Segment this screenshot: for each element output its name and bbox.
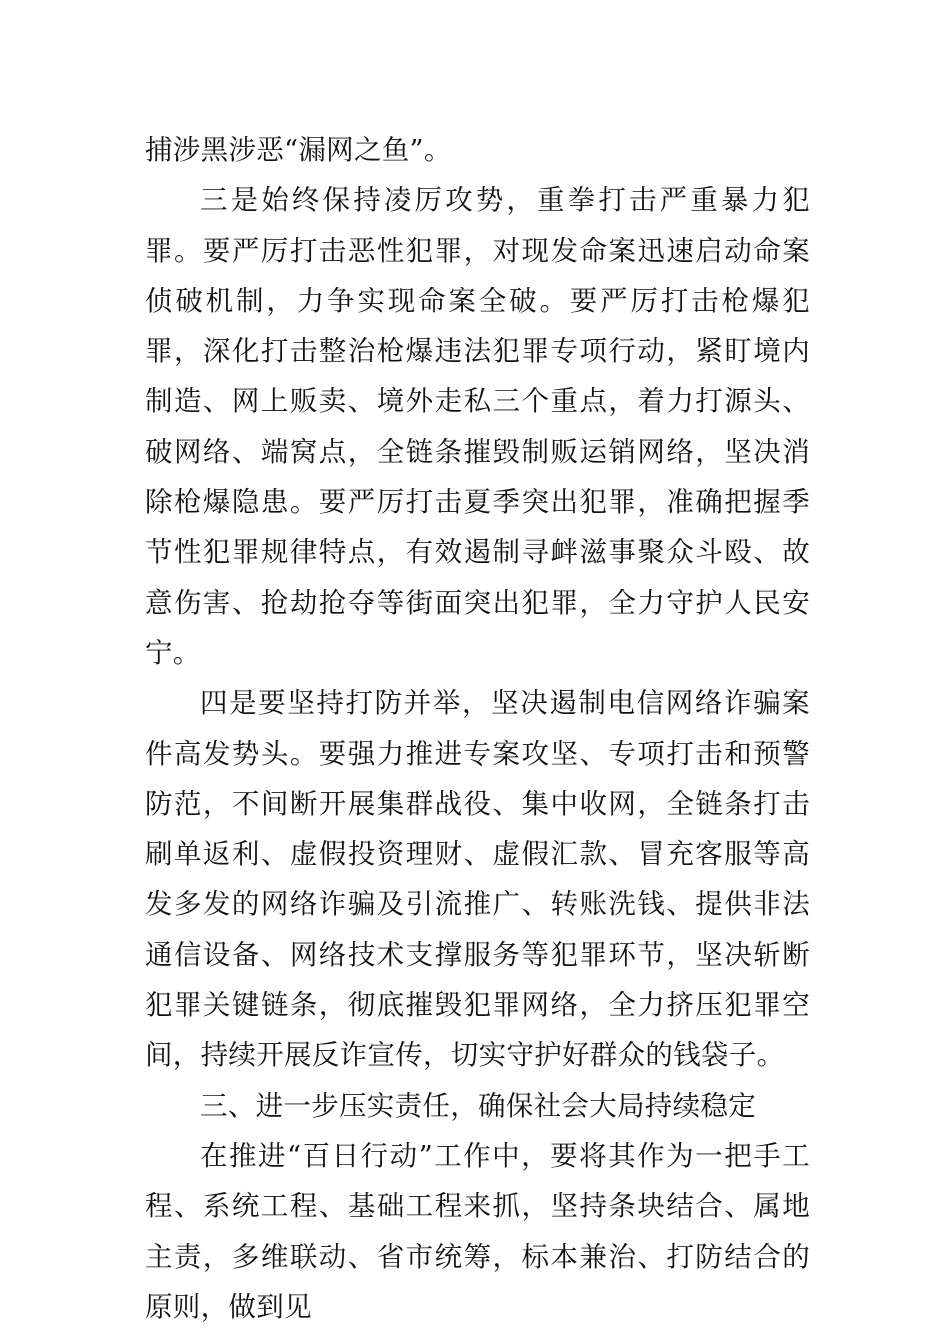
section-heading: 三、进一步压实责任，确保社会大局持续稳定 [200,1089,756,1122]
paragraph-telecom-fraud: 四是要坚持打防并举，坚决遏制电信网络诈骗案件高发势头。要强力推进专案攻坚、专项打击和预警防范，不间断开展集群战役、集中收网，全链条打击刷单返利、虚假投资理财、虚假汇款、冒充客服等高发多发的网络诈骗及引流推广、转账洗钱、提供非法通信设备、网络技术支撑服务等犯罪环节，坚决斩断犯罪关键链条，彻底摧毁犯罪网络，全力挤压犯罪空间，持续开展反诈宣传，切实守护好群众的钱袋子。 [145,687,810,1072]
paragraph-hundred-days: 在推进“百日行动”工作中，要将其作为一把手工程、系统工程、基础工程来抓，坚持条块结合、属地主责，多维联动、省市统筹，标本兼治、打防结合的原则，做到见 [145,1139,810,1323]
paragraph-continuation: 捕涉黑涉恶“漏网之鱼”。 [145,134,452,166]
paragraph-violent-crime: 三是始终保持凌厉攻势，重拳打击严重暴力犯罪。要严厉打击恶性犯罪，对现发命案迅速启动命案侦破机制，力争实现命案全破。要严厉打击枪爆犯罪，深化打击整治枪爆违法犯罪专项行动，紧盯境内制造、网上贩卖、境外走私三个重点，着力打源头、破网络、端窝点，全链条摧毁制贩运销网络，坚决消除枪爆隐患。要严厉打击夏季突出犯罪，准确把握季节性犯罪规律特点，有效遏制寻衅滋事聚众斗殴、故意伤害、抢劫抢夺等街面突出犯罪，全力守护人民安宁。 [145,184,810,669]
document-body [145,125,810,1332]
